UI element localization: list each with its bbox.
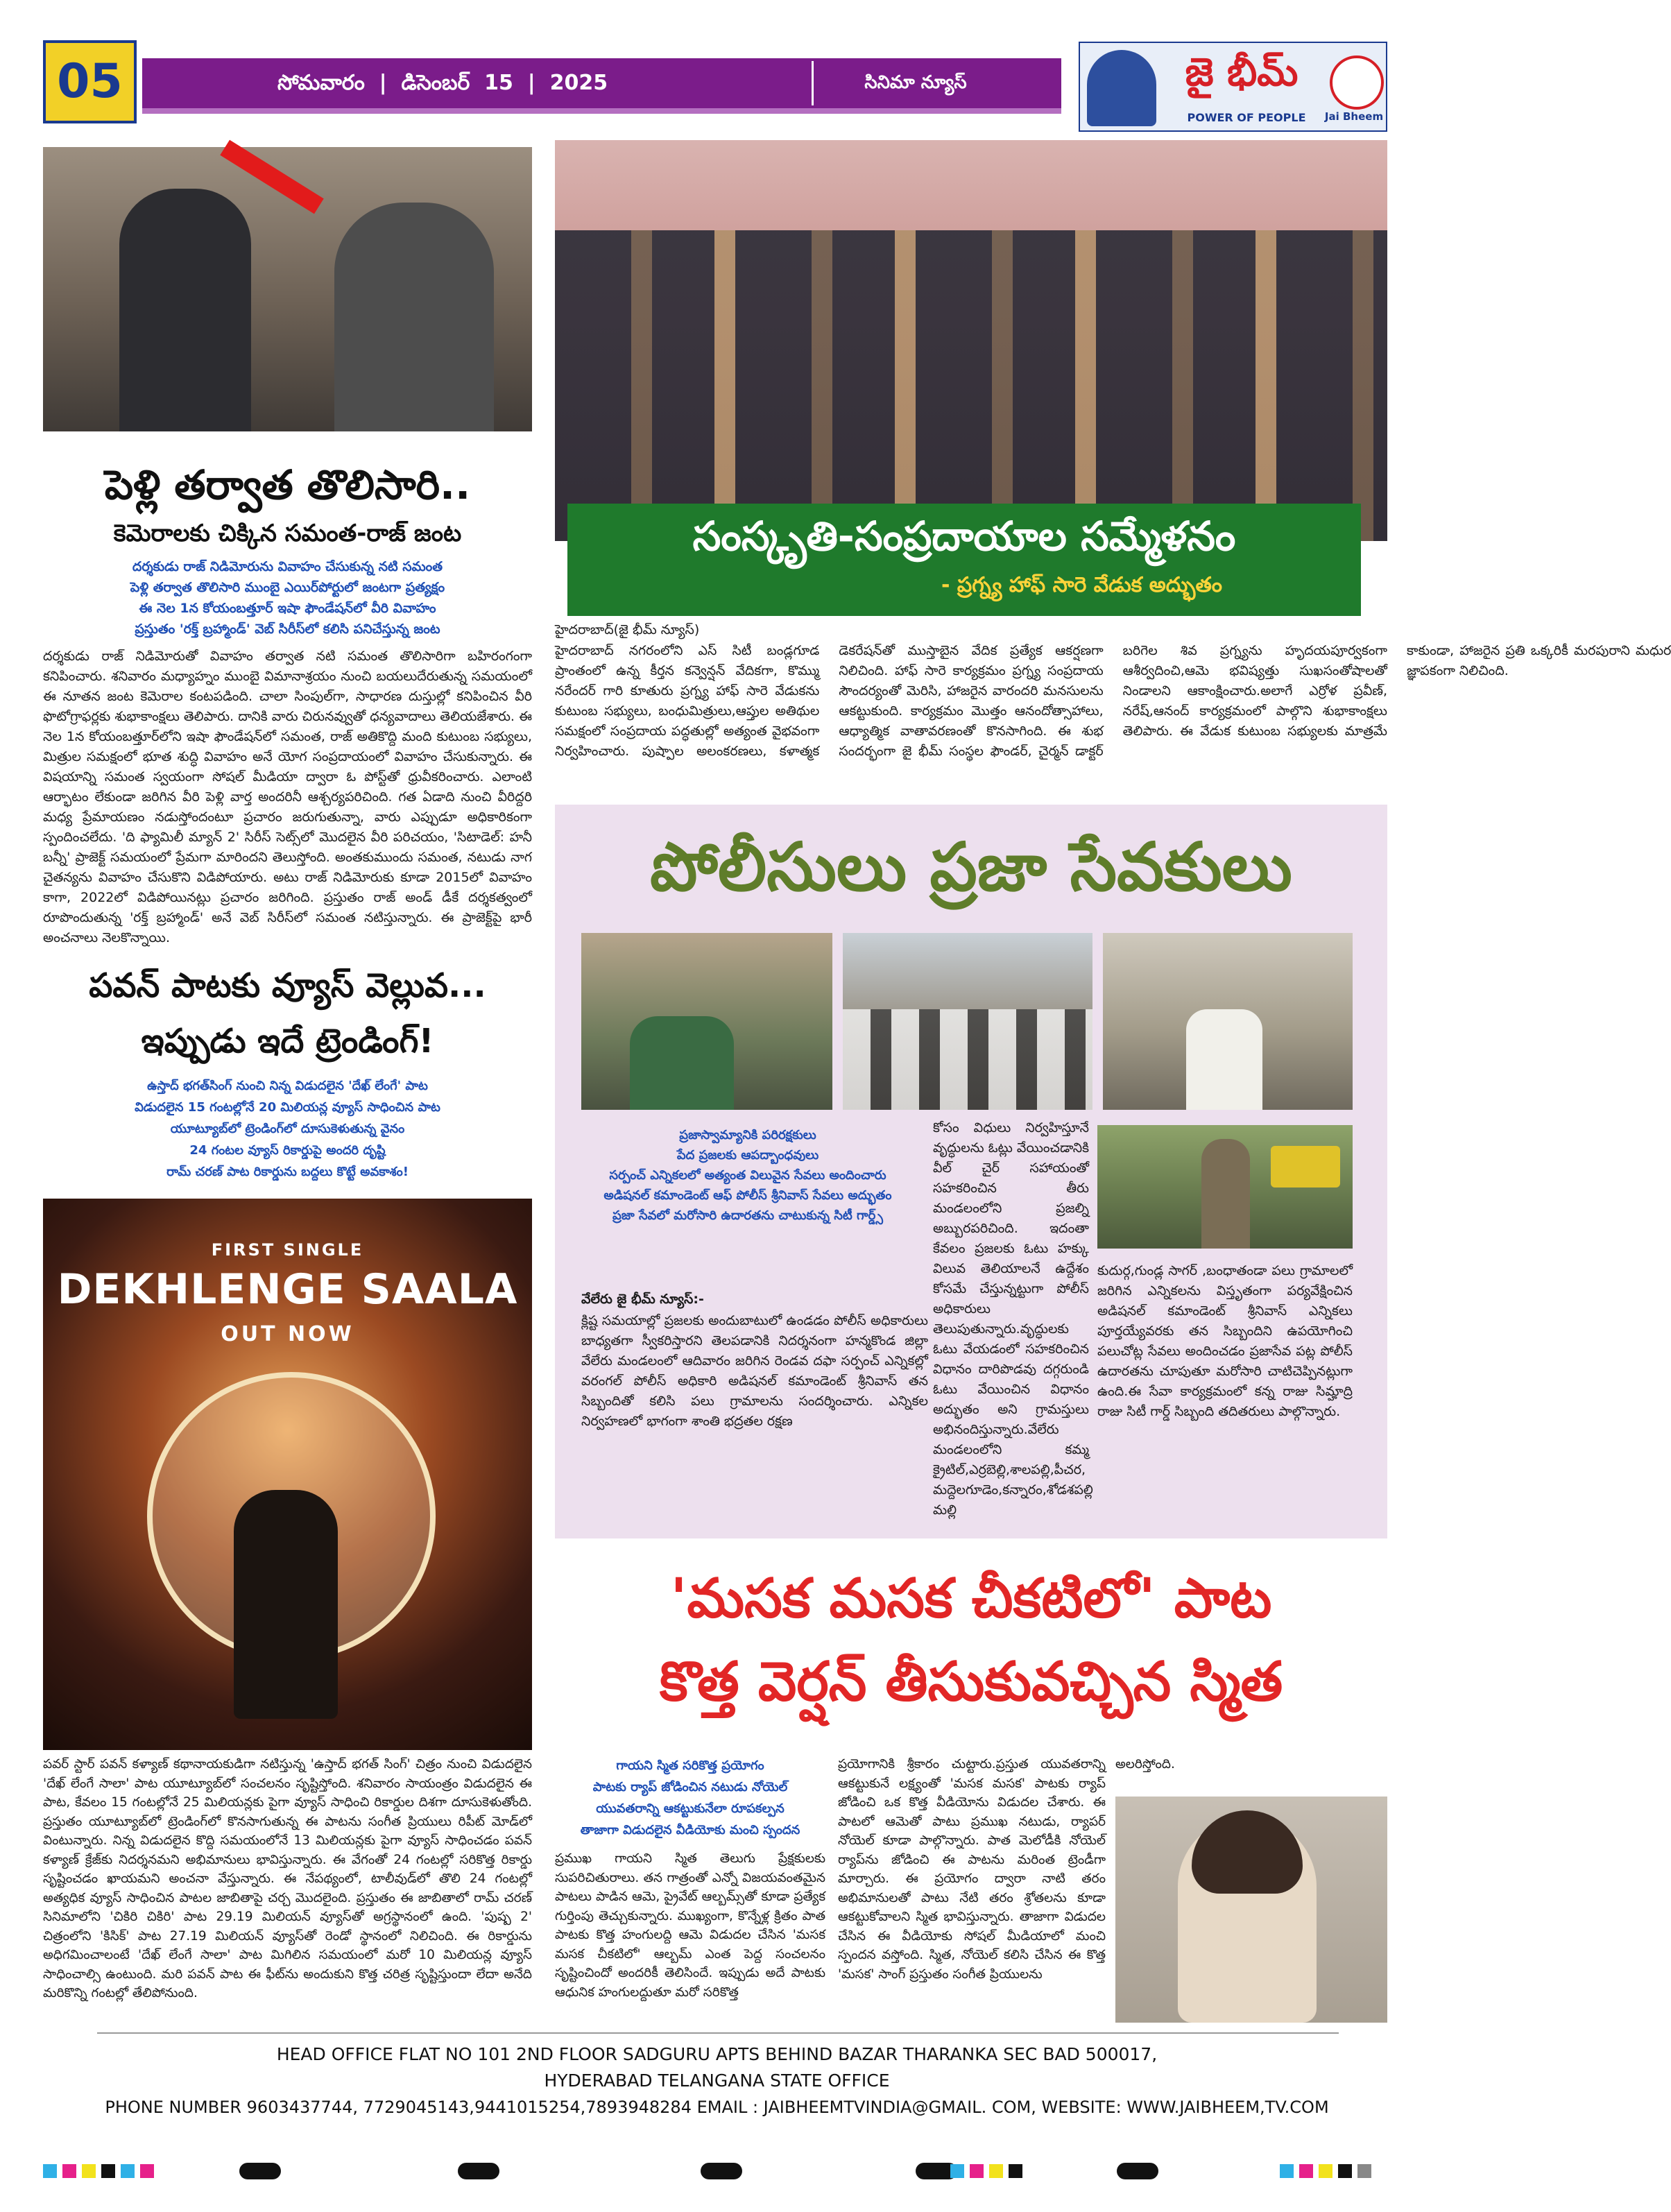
page-number-box (43, 40, 137, 123)
story4-movie-poster (43, 1199, 532, 1750)
story2-dateline: హైదరాబాద్(జై భీమ్ న్యూస్) (555, 622, 700, 637)
story3-body-c: కుదుర్గ,గుండ్ల సాగర్ ,బంధాతండా పలు గ్రామాలలో జరిగిన ఎన్నికలను విస్తృతంగా పర్యవేక్షించిన అడిషనల్ కమాండెంట్ శ్రీనివాస్ ఎన్నికలు పూర్తయ్యేవరకు తన సిబ్బందిని ఉపయోగించి పలుచోట్ల సేవలు అందించడం ప్రజాసేవ పట్ల పోలీస్ ఉదారతను చూపుతూ మరోసారి చాటిచెప్పినట్లుగా ఉంది.ఈ సేవా కార్యక్రమంలో కన్న రాజు సిమ్హాద్రి రాజు సిటీ గార్డ్ సిబ్బంది తదితరులు పాల్గొన్నారు. (1097, 1263, 1353, 1419)
story3-body-a: క్లిష్ట సమయాల్లో ప్రజలకు అందుబాటులో ఉండడం పోలీస్ అధికారులు బాధ్యతగా స్వీకరిస్తారని తెలపడానికి నిదర్శనంగా హన్మకొండ జిల్లా వేలేరు మండలంలో ఆదివారం జరిగిన రెండవ దఫా సర్పంచ్ ఎన్నికల్లో వరంగల్ పోలీస్ అధికారి అడిషనల్ కమాండెంట్ శ్రీనివాస్ తన సిబ్బందితో కలిసి పలు గ్రామాలను సందర్శించారు. ఎన్నికల నిర్వహణలో భాగంగా శాంతి భద్రతల రక్షణ (581, 1313, 928, 1429)
newspaper-logo (1079, 42, 1387, 132)
footer-address-2: HYDERABAD TELANGANA STATE OFFICE (544, 2070, 890, 2091)
dancer-figure (234, 1490, 338, 1719)
register-mark-5 (1117, 2163, 1158, 2179)
story1-highlights: దర్శకుడు రాజ్ నిడిమోరును వివాహం చేసుకున్న నటి సమంత పెళ్లి తర్వాత తొలిసారి ముంబై ఎయిర్‌పోర్టులో జంటగా ప్రత్యక్షం ఈ నెల 1న కోయంబత్తూర్ ఇషా ఫౌండేషన్‌లో వీరి వివాహం ప్రస్తుతం 'రక్త్ బ్రహ్మాండ్' వెబ్ సిరీస్‌లో కలిసి పనిచేస్తున్న జంట (130, 559, 445, 637)
story3-highlights: ప్రజాస్వామ్యానికి పరిరక్షకులు పేద ప్రజలకు ఆపద్బాంధవులు సర్పంచ్ ఎన్నికలలో అత్యంత విలువైన సేవలు అందించారు అడిషనల్ కమాండెంట్ ఆఫ్ పోలీస్ శ్రీనివాస్ సేవలు అద్భుతం ప్రజా సేవలో మరోసారి ఉదారతను చాటుకున్న సిటీ గార్డ్స్ (603, 1128, 892, 1223)
story1-photo (43, 147, 532, 431)
story2-headline: సంస్కృతి-సంప్రదాయాల సమ్మేళనం (692, 513, 1236, 560)
singer-hair (1192, 1810, 1303, 1894)
page-number: 05 (57, 54, 123, 109)
ambedkar-portrait-icon (1087, 50, 1156, 126)
man-figure (119, 189, 251, 431)
poster-title: DEKHLENGE SAALA (57, 1265, 518, 1314)
crowd-figures (843, 1009, 1092, 1110)
story5-headline-line1: 'మసక మసక చీకటిలో' పాట (670, 1568, 1272, 1630)
logo-text: జై భీమ్ (1185, 50, 1299, 95)
bus-shape (1271, 1146, 1340, 1188)
story3-photo-2 (843, 933, 1092, 1110)
police-figure (1201, 1139, 1250, 1249)
red-arrow-icon (220, 140, 323, 214)
story3-dateline: వేలేరు జై భీమ్ న్యూస్:- (581, 1292, 704, 1307)
story2-photo (555, 140, 1387, 541)
story3-photo-3 (1103, 933, 1353, 1110)
story1-subheadline: కెమెరాలకు చిక్కిన సమంత-రాజ్ జంట (113, 520, 462, 547)
date-line: సోమవారం | డిసెంబర్ 15 | 2025 (277, 71, 608, 95)
story1-body: దర్శకుడు రాజ్ నిడిమోరుతో వివాహం తర్వాత నటి సమంత తొలిసారిగా బహిరంగంగా కనిపించారు. శనివారం మధ్యాహ్నం ముంబై విమానాశ్రయం నుంచి బయలుదేరుతున్న సమయంలో ఈ నూతన జంట కెమెరాల కంటపడింది. చాలా సింపుల్‌గా, సాధారణ దుస్తుల్లో కనిపించిన వీరి ఫొటోగ్రాఫర్లకు శుభాకాంక్షలు తెలిపారు. దానికి వారు చిరునవ్వుతో ధన్యవాదాలు తెలియజేశారు. ఈ నెల 1న కోయంబత్తూర్‌లోని ఇషా ఫౌండేషన్‌లో సమంత, రాజ్ అతికొద్ది మంది కుటుంబ సభ్యులు, మిత్రుల సమక్షంలో భూత శుద్ధి వివాహం అనే యోగ సంప్రదాయంలో వివాహం చేసుకున్నారు. ఈ విషయాన్ని సమంత స్వయంగా సోషల్ మీడియా ద్వారా ఓ పోస్ట్‌తో ధ్రువీకరించారు. ఎలాంటి ఆర్భాటం లేకుండా జరిగిన వీరి పెళ్లి వార్త అందరినీ ఆశ్చర్యపరిచింది. గత ఏడాది నుంచి వీరిద్దరి మధ్య ప్రేమాయణం నడుస్తోందంటూ ప్రచారం జరుగుతున్నా, వారు ఎప్పుడూ అధికారికంగా స్పందించలేదు. 'ది ఫ్యామిలీ మ్యాన్ 2' సిరీస్ సెట్స్‌లో మొదలైన వీరి పరిచయం, 'సిటాడెల్: హనీ బన్నీ' ప్రాజెక్ట్ సమయంలో ప్రేమగా మారిందని తెలుస్తోంది. అంతకుముందు సమంత, నటుడు నాగ చైతన్యను వివాహం చేసుకొని విడిపోయారు. అటు రాజ్ నిడిమోరుకు కూడా 2015లో వివాహం కాగా, 2022లో విడిపోయినట్లు ప్రచారం జరిగింది. ప్రస్తుతం రాజ్ అండ్ డీకే దర్శకత్వంలో రూపొందుతున్న 'రక్త్ బ్రహ్మాండ్' అనే వెబ్ సిరీస్‌లో సమంత నటిస్తున్నారు. ఈ ప్రాజెక్ట్‌పై భారీ అంచనాలు నెలకొన్నాయి. (43, 649, 532, 945)
woman-figure (334, 203, 494, 431)
logo-side-text: Jai Bheem (1324, 110, 1384, 123)
masthead-bar-accent (142, 108, 1061, 114)
footer-contact: PHONE NUMBER 9603437744, 7729045143,9441015254,7893948284 EMAIL : JAIBHEEMTVINDIA@GMAIL. COM, WEBSITE: WWW.JAIBHEEM,TV.COM (105, 2098, 1329, 2117)
story3-body-b: కోసం విధులు నిర్వహిస్తూనే వృద్ధులను ఓట్లు వేయించడానికి వీల్ చైర్ సహాయంతో సహకరించిన తీరు మండలంలోని ప్రజల్ని అబ్బురపరిచింది. ఇదంతా కేవలం ప్రజలకు ఓటు హక్కు విలువ తెలియాలనే ఉద్దేశం కోసమే చేస్తున్నట్టుగా పోలీస్ అధికారులు తెలుపుతున్నారు.వృద్ధులకు ఓటు వేయడంలో సహకరించిన విధానం దారిపొడవు దగ్గరుండి ఓటు వేయించిన విధానం అద్భుతం అని గ్రామస్తులు అభినందిస్తున్నారు.వేలేరు మండలంలోని కమ్మ క్రైటిల్,ఎర్రబెల్లి,శాలపల్లి,పీచర, మద్దెలగూడెం,కన్నారం,శోడశపల్లి మల్లి (933, 1120, 1093, 1518)
jai-bheem-emblem-icon (1330, 55, 1384, 110)
group-figures (555, 230, 1387, 541)
story2-subheadline: - ప్రగ్న్య హాఫ్ సారె వేడుక అద్భుతం (941, 573, 1222, 597)
story2-body: హైదరాబాద్ నగరంలోని ఎస్ సిటీ బండ్లగూడ ప్రాంతంలో ఉన్న కీర్తన కన్వెన్షన్ వేదికగా, కొమ్ము నరేందర్ గారి కూతురు ప్రగ్న్య హాఫ్ సారె వేడుకను కుటుంబ సభ్యులు, బంధుమిత్రులు,ఆప్తుల అతిథుల సమక్షంలో సంప్రదాయ పద్ధతుల్లో అత్యంత వైభవంగా నిర్వహించారు. పుష్పాల అలంకరణలు, కళాత్మక డెకరేషన్‌తో ముస్తాబైన వేదిక ప్రత్యేక ఆకర్షణగా నిలిచింది. హాఫ్ సారె కార్యక్రమం ప్రగ్న్య సంప్రదాయ సౌందర్యంతో మెరిసి, హాజరైన వారందరి మనసులను ఆకట్టుకుంది. కార్యక్రమం మొత్తం ఆనందోత్సాహాలు, ఆధ్యాత్మిక వాతావరణంతో కొనసాగింది. ఈ శుభ సందర్భంగా జై భీమ్ సంస్థల ఫౌండర్, చైర్మన్ డాక్టర్ బరిగెల శివ ప్రగ్న్యను హృదయపూర్వకంగా ఆశీర్వదించి,ఆమె భవిష్యత్తు సుఖసంతోషాలతో నిండాలని ఆకాంక్షించారు.అలాగే ఎర్రోళ ప్రవీణ్, నరేష్,ఆనంద్ కార్యక్రమంలో పాల్గొని శుభాకాంక్షలు తెలిపారు. ఈ వేడుక కుటుంబ సభ్యులకు మాత్రమే కాకుండా, హాజరైన ప్రతి ఒక్కరికీ మరపురాని మధుర జ్ఞాపకంగా నిలిచింది. (555, 643, 1671, 759)
section-label: సినిమా న్యూస్ (864, 72, 967, 93)
register-mark-1 (239, 2163, 281, 2179)
story5-photo (1115, 1797, 1387, 2023)
register-mark-3 (701, 2163, 742, 2179)
elder-figure (1186, 1009, 1262, 1110)
story4-headline-line1: పవన్ పాటకు వ్యూస్ వెల్లువ... (89, 966, 486, 1005)
story4-body: పవర్ స్టార్ పవన్ కళ్యాణ్ కథానాయకుడిగా నటిస్తున్న 'ఉస్తాద్ భగత్ సింగ్' చిత్రం నుంచి విడుదలైన 'దేఖ్ లేంగే సాలా' పాట యూట్యూబ్‌లో సంచలనం సృష్టిస్తోంది. శనివారం సాయంత్రం విడుదలైన ఈ పాట, కేవలం 15 గంటల్లోనే 25 మిలియన్లకు పైగా వ్యూస్ సాధించి రికార్డుల దిశగా దూసుకెళుతోంది. ప్రస్తుతం యూట్యూబ్‌లో ట్రెండింగ్‌లో కొనసాగుతున్న ఈ పాటను సంగీత ప్రియులు రిపీట్ మోడ్‌లో వింటున్నారు. నిన్న విడుదలైన కొద్ది సమయంలోనే 13 మిలియన్లకు పైగా వ్యూస్ సాధించడం పవన్ కళ్యాణ్ క్రేజ్‌కు నిదర్శనమని అభిమానులు భావిస్తున్నారు. ఈ వేగంతో 24 గంటల్లో సరికొత్త రికార్డు సృష్టించడం ఖాయమని అంచనా వేస్తున్నారు. ఈ నేపథ్యంలో, టాలీవుడ్‌లో తొలి 24 గంటల్లో అత్యధిక వ్యూస్ సాధించిన పాటల జాబితాపై చర్చ మొదలైంది. ప్రస్తుతం ఈ జాబితాలో రామ్ చరణ్ సినిమాలోని 'చికిరి చికిరి' పాట 29.19 మిలియన్ వ్యూస్‌తో అగ్రస్థానంలో ఉంది. 'పుష్ప 2' చిత్రంలోని 'కిసిక్' పాట 27.19 మిలియన్ వ్యూస్‌తో రెండో స్థానంలో నిలిచింది. ఈ రికార్డును అధిగమించాలంటే 'దేఖ్ లేంగే సాలా' పాట మిగిలిన సమయంలో మరో 10 మిలియన్ల వ్యూస్ సాధించాల్సి ఉంటుంది. మరి పవన్ పాట ఈ ఫీట్‌ను అందుకుని కొత్త చరిత్ర సృష్టిస్తుందా లేదా అనేది మరికొన్ని గంటల్లో తేలిపోనుంది. (43, 1757, 532, 2000)
poster-out-now: OUT NOW (221, 1322, 354, 1346)
footer-address-1: HEAD OFFICE FLAT NO 101 2ND FLOOR SADGURU APTS BEHIND BAZAR THARANKA SEC BAD 500017, (276, 2044, 1158, 2064)
story5-body-a: ప్రముఖ గాయని స్మిత తెలుగు ప్రేక్షకులకు సుపరిచితురాలు. తన గాత్రంతో ఎన్నో విజయవంతమైన పాటలు పాడిన ఆమె, ప్రైవేట్ ఆల్బమ్స్‌తో కూడా ప్రత్యేక గుర్తింపు తెచ్చుకున్నారు. ముఖ్యంగా, కొన్నేళ్ల క్రితం పాత పాటకు కొత్త హంగులద్ది ఆమె విడుదల చేసిన 'మసక మసక చీకటిలో' ఆల్బమ్ ఎంత పెద్ద సంచలనం సృష్టించిందో అందరికీ తెలిసిందే. ఇప్పుడు అదే పాటకు ఆధునిక హంగులద్దుతూ మరో సరికొత్త (555, 1851, 825, 2000)
story5-body-b: ప్రయోగానికి శ్రీకారం చుట్టారు.ప్రస్తుత యువతరాన్ని ఆకట్టుకునే లక్ష్యంతో 'మసక మసక' పాటకు ర్యాప్ జోడించి ఒక కొత్త వీడియోను విడుదల చేశారు. ఈ పాటలో ఆమెతో పాటు ప్రముఖ నటుడు, ర్యాపర్ నోయెల్ కూడా పాల్గొన్నారు. పాత మెలోడీకి నోయెల్ ర్యాప్‌ను జోడించి ఈ పాటను మరింత ట్రెండీగా మార్చారు. ఈ ప్రయోగం ద్వారా నాటి తరం అభిమానులతో పాటు నేటి తరం శ్రోతలను కూడా ఆకట్టుకోవాలని స్మిత భావిస్తున్నారు. తాజాగా విడుదల చేసిన ఈ వీడియోకు సోషల్ మీడియాలో మంచి స్పందన వస్తోంది. స్మిత, నోయెల్ కలిసి చేసిన ఈ కొత్త 'మసక' సాంగ్ ప్రస్తుతం సంగీత ప్రియులను (838, 1757, 1106, 1982)
story5-headline-line2: కొత్త వెర్షన్ తీసుకువచ్చిన స్మిత (659, 1651, 1283, 1713)
wheelchair-figure (630, 1016, 734, 1110)
story3-headline: పోలీసులు ప్రజా సేవకులు (650, 828, 1292, 906)
register-mark-2 (458, 2163, 499, 2179)
poster-first-single: FIRST SINGLE (211, 1240, 364, 1260)
story1-headline: పెళ్లి తర్వాత తొలిసారి.. (104, 461, 471, 508)
footer-rule (97, 2032, 1339, 2034)
story4-highlights: ఉస్తాద్ భగత్‌సింగ్ నుంచి నిన్న విడుదలైన 'దేఖ్ లేంగే' పాట విడుదలైన 15 గంటల్లోనే 20 మిలియన్ల వ్యూస్ సాధించిన పాట యూట్యూబ్‌లో ట్రెండింగ్‌లో దూసుకెళుతున్న వైనం 24 గంటల వ్యూస్ రికార్డుపై అందరి దృష్టి రామ్ చరణ్ పాట రికార్డును బద్దలు కొట్టే అవకాశం! (135, 1079, 440, 1179)
story3-photo-1 (581, 933, 832, 1110)
logo-tagline: POWER OF PEOPLE (1187, 111, 1306, 124)
story5-body-c: అలరిస్తోంది. (1115, 1757, 1175, 1772)
story3-photo-4 (1097, 1125, 1353, 1249)
story5-highlights: గాయని స్మిత సరికొత్త ప్రయోగం పాటకు ర్యాప్ జోడించిన నటుడు నోయెల్ యువతరాన్ని ఆకట్టుకునేలా రూపకల్పన తాజాగా విడుదలైన వీడియోకు మంచి స్పందన (580, 1758, 800, 1837)
story4-headline-line2: ఇప్పుడు ఇదే ట్రెండింగ్! (141, 1022, 434, 1061)
